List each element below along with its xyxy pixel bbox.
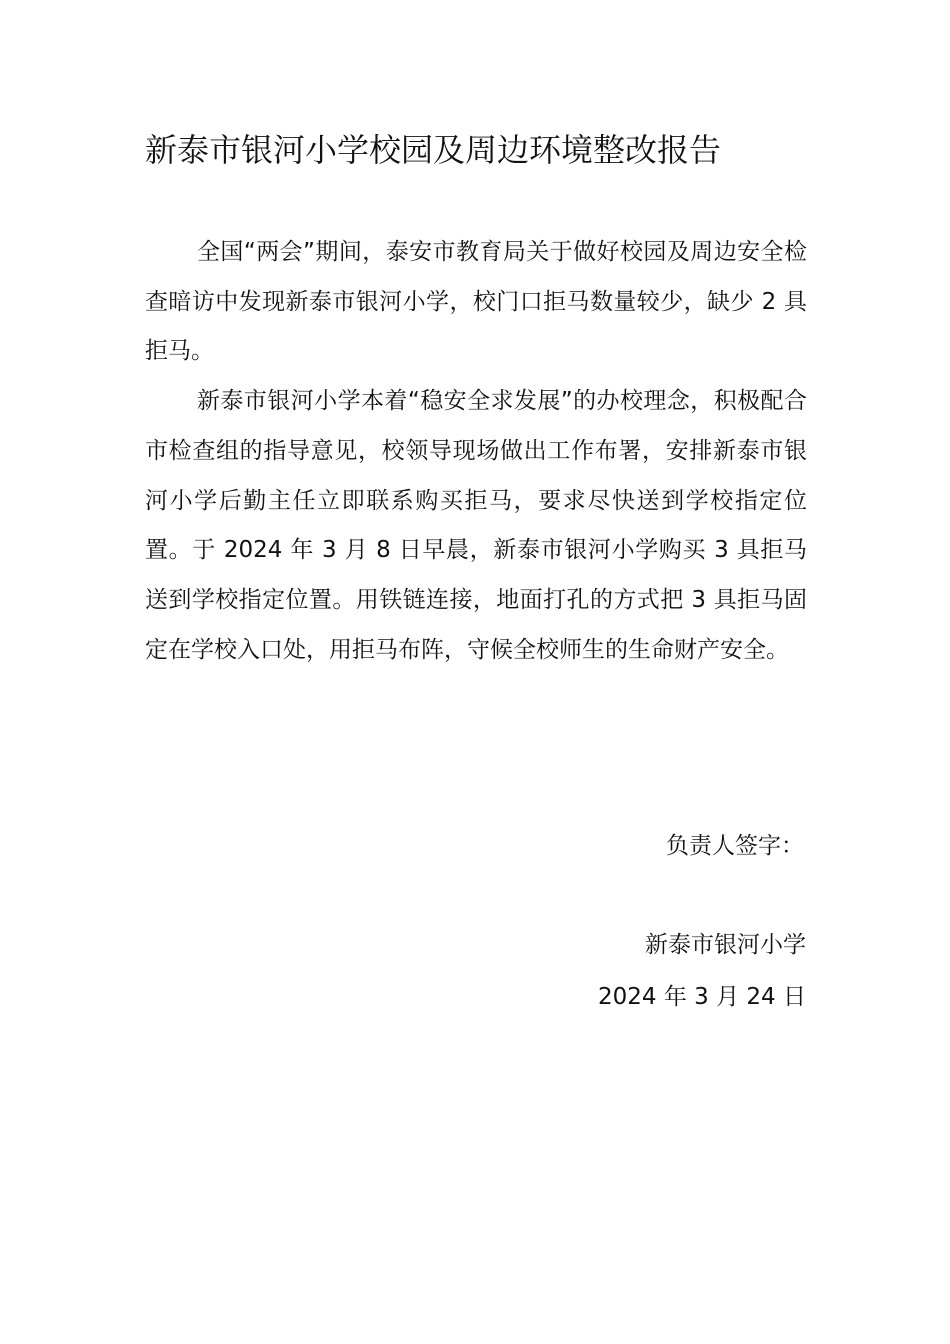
organization-name: 新泰市银河小学 [645, 932, 806, 958]
document-body [145, 228, 807, 675]
signature-label: 负责人签字： [666, 833, 804, 859]
document-title: 新泰市银河小学校园及周边环境整改报告 [145, 131, 722, 169]
paragraph-1: 全国“两会”期间，泰安市教育局关于做好校园及周边安全检查暗访中发现新泰市银河小学，校门口拒马数量较少，缺少 2 具拒马。 [145, 239, 807, 365]
paragraph-2: 新泰市银河小学本着“稳安全求发展”的办校理念，积极配合市检查组的指导意见，校领导现场做出工作布署，安排新泰市银河小学后勤主任立即联系购买拒马，要求尽快送到学校指定位置。于 2024 年 3 月 8 日早晨，新泰市银河小学购买 3 具拒马送到学校指定位置。用铁链连接，地面打孔的方式把 3 具拒马固定在学校入口处，用拒马布阵，守候全校师生的生命财产安全。 [145, 388, 807, 663]
document-date: 2024 年 3 月 24 日 [598, 984, 806, 1010]
